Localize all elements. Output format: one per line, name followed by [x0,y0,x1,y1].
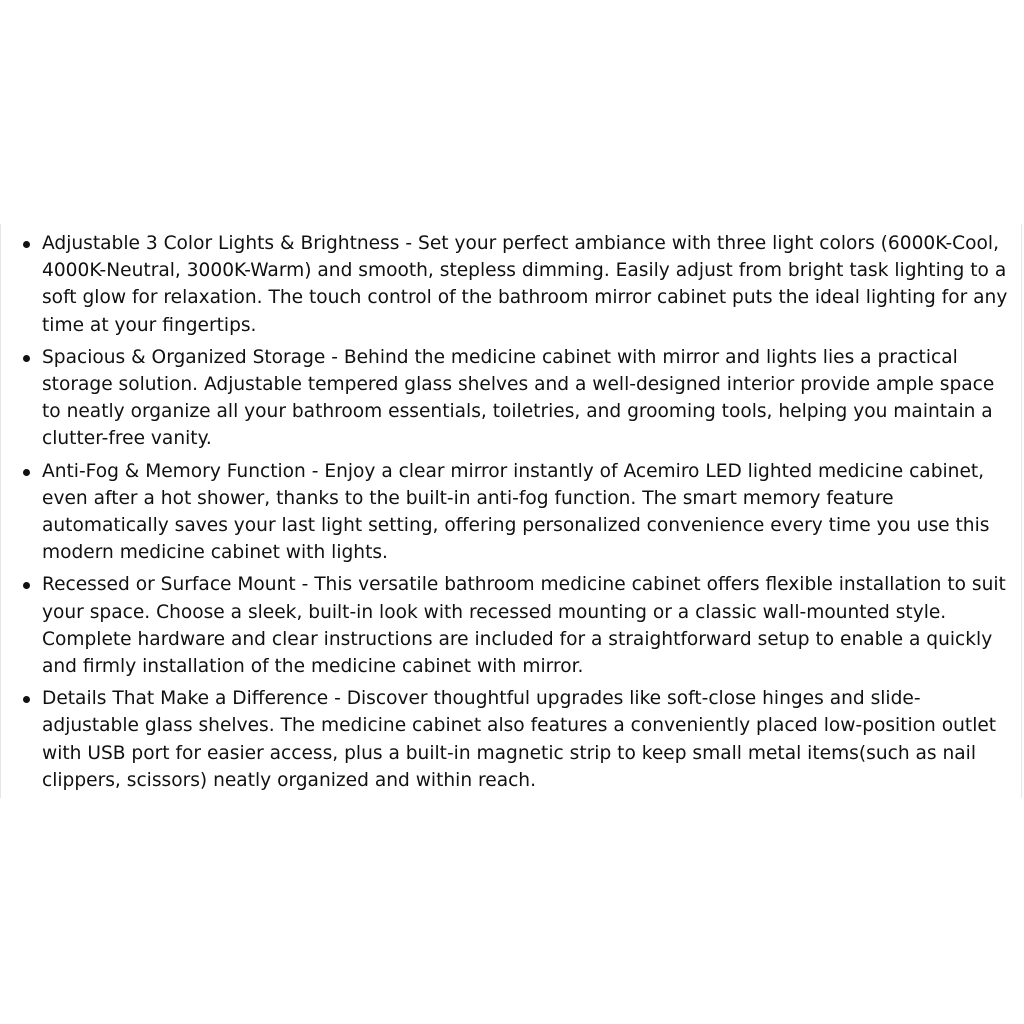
bullet-icon [23,469,30,476]
feature-list [42,230,1012,799]
feature-text: Recessed or Surface Mount - This versatile bathroom medicine cabinet offers flexible installation to suit your space. Choose a sleek, built-in look with recessed mounting or a classic wall-mounted style. Complete hardware and clear instructions are included for a straightforward setup to enable a quickly and firmly installation of the medicine cabinet with mirror. [42,574,1006,678]
feature-item-details [42,685,1012,794]
bullet-icon [23,582,30,589]
feature-panel [0,224,1022,798]
bullet-icon [23,355,30,362]
feature-item-anti-fog [42,458,1012,567]
feature-text: Details That Make a Difference - Discover thoughtful upgrades like soft-close hinges and slide-adjustable glass shelves. The medicine cabinet also features a conveniently placed low-position outlet with USB port for easier access, plus a built-in magnetic strip to keep small metal items(such as nail clippers, scissors) neatly organized and within reach. [42,688,997,791]
bullet-icon [23,241,30,248]
feature-text: Spacious & Organized Storage - Behind the medicine cabinet with mirror and lights lies a practical storage solution. Adjustable tempered glass shelves and a well-designed interior provide ample space to neatly organize all your bathroom essentials, toiletries, and grooming tools, helping you maintain a clutter-free vanity. [42,346,995,450]
feature-item-storage [42,344,1012,453]
bullet-icon [23,696,30,703]
feature-item-mounting [42,571,1012,680]
feature-text: Anti-Fog & Memory Function - Enjoy a clear mirror instantly of Acemiro LED lighted medicine cabinet, even after a hot shower, thanks to the built-in anti-fog function. The smart memory feature automatically saves your last light setting, offering personalized convenience every time you use this modern medicine cabinet with lights. [42,460,990,564]
feature-text: Adjustable 3 Color Lights & Brightness - Set your perfect ambiance with three light colors (6000K-Cool, 4000K-Neutral, 3000K-Warm) and smooth, stepless dimming. Easily adjust from bright task lighting to a soft glow for relaxation. The touch control of the bathroom mirror cabinet puts the ideal lighting for any time at your fingertips. [42,233,1008,336]
feature-item-color-lights [42,230,1012,339]
